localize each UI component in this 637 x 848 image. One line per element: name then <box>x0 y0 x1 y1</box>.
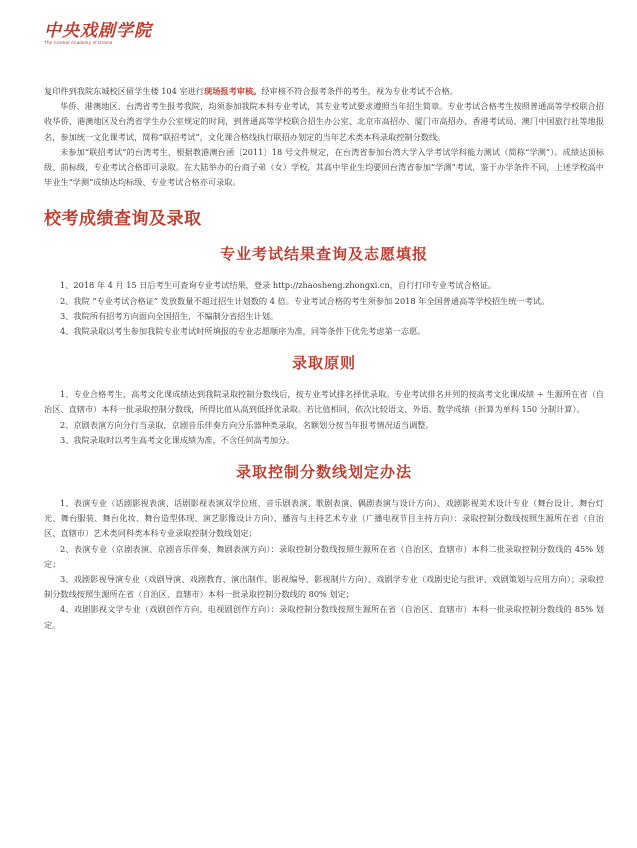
subsection-title-score-lines: 录取控制分数线划定办法 <box>235 463 412 482</box>
intro-paragraph-3: 未参加“联招考试”的台湾考生，根据教港澳台函〔2011〕18 号文件规定，在台湾省参加台湾大学入学考试学科能力测试（简称“学测”）。成绩达顶标级、前标级，专业考试合格即可录取。在大陆举办的台商子弟（女）学校，其高中毕业生均要回台湾省参加“学测”考试，鉴于办学条件不同，上述学校高中毕业生“学测”成绩达均标级、专业考试合格亦可录取。 <box>44 146 604 188</box>
score-lines-item: 4、戏剧影视文学专业（戏剧创作方向、电视剧创作方向）：录取控制分数线按照生源所在省（自治区、直辖市）本科一批录取控制分数线的 85% 划定。 <box>44 604 604 630</box>
score-lines-list <box>44 496 604 633</box>
section-title: 校考成绩查询及录取 <box>44 209 202 230</box>
principles-item: 1、专业合格考生，高考文化课成绩达到我院录取控制分数线后，按专业考试排名择优录取。专业考试排名并列的按高考文化课成绩 ÷ 生源所在省（自治区、直辖市）本科一批录取控制分数线，所得比值从高到低择优录取。若比值相同，依次比较语文、外语、数学成绩（折算为单科 150 分制计算）。 <box>44 389 604 415</box>
results-item: 3、我院所有招考方向面向全国招生，不编制分省招生计划。 <box>60 310 279 321</box>
principles-list <box>44 387 604 448</box>
logo-english-text: The Central Academy of Drama <box>44 40 113 45</box>
score-lines-item: 2、表演专业（京剧表演、京剧音乐伴奏、舞剧表演方向）：录取控制分数线按照生源所在省（自治区、直辖市）本科二批录取控制分数线的 45% 划定； <box>44 543 604 569</box>
score-lines-item: 3、戏剧影视导演专业（戏剧导演、戏剧教育、演出制作、影视编导、影视制片方向）、戏剧学专业（戏剧史论与批评、戏剧策划与应用方向）；录取控制分数线按照生源所在省（自治区、直辖市）本科一批录取控制分数线的 80% 划定； <box>44 574 604 600</box>
intro-p1-before: 复印件到我院东城校区留学生楼 104 室进行 <box>44 86 205 96</box>
principles-item: 2、京剧表演方向分行当录取，京剧音乐伴奏方向分乐器种类录取，名额划分按当年报考情况适当调整。 <box>60 419 434 430</box>
intro-p1-after: 经审核不符合报考条件的考生，视为专业考试不合格。 <box>261 86 458 96</box>
onsite-review-highlight: 现场报考审核。 <box>204 86 262 96</box>
principles-item: 3、我院录取时以考生高考文化课成绩为准，不含任何高考加分。 <box>60 434 295 445</box>
intro-paragraph-1 <box>44 84 604 99</box>
results-item: 1、2018 年 4 月 15 日后考生可查询专业考试结果，登录 http://zhaosheng.zhongxi.cn，自行打印专业考试合格证。 <box>60 280 497 291</box>
logo-chinese-text: 中央戏剧学院 <box>44 21 152 41</box>
subsection-title-results: 专业考试结果查询及志愿填报 <box>219 245 428 264</box>
results-list <box>44 278 604 339</box>
results-item: 4、我院录取以考生参加我院专业考试时所填报的专业志愿顺序为准，同等条件下优先考虑第一志愿。 <box>60 326 426 337</box>
intro-paragraph-2: 华侨、港澳地区、台湾省考生报考我院，均须参加我院本科专业考试，其专业考试要求遵照当年招生简章。专业考试合格考生按照普通高等学校联合招收华侨、港澳地区及台湾省学生办公室规定的时间，到普通高等学校联合招生办公室、北京市高招办、厦门市高招办、香港考试局、澳门中国旅行社等地报名，参加统一文化课考试，简称“联招考试”，文化课合格线执行联招办划定的当年艺术类本科录取控制分数线。 <box>44 101 604 142</box>
academy-logo <box>44 22 152 46</box>
score-lines-item: 1、表演专业（话剧影视表演、话剧影视表演双学位班、音乐剧表演、歌剧表演、偶剧表演与设计方向）、戏剧影视美术设计专业（舞台设计、舞台灯光、舞台服装、舞台化妆、舞台造型体现、演艺影像设计方向）、播音与主持艺术专业（广播电视节目主持方向）：录取控制分数线按照生源所在省（自治区、直辖市）艺术类同科类本科专业录取控制分数线划定； <box>44 498 604 539</box>
document-body <box>44 84 604 633</box>
results-item: 2、我院 “专业考试合格证” 发放数量不超过招生计划数的 4 倍。专业考试合格的考生须参加 2018 年全国普通高等学校招生统一考试。 <box>60 295 550 306</box>
subsection-title-principles: 录取原则 <box>291 354 356 373</box>
